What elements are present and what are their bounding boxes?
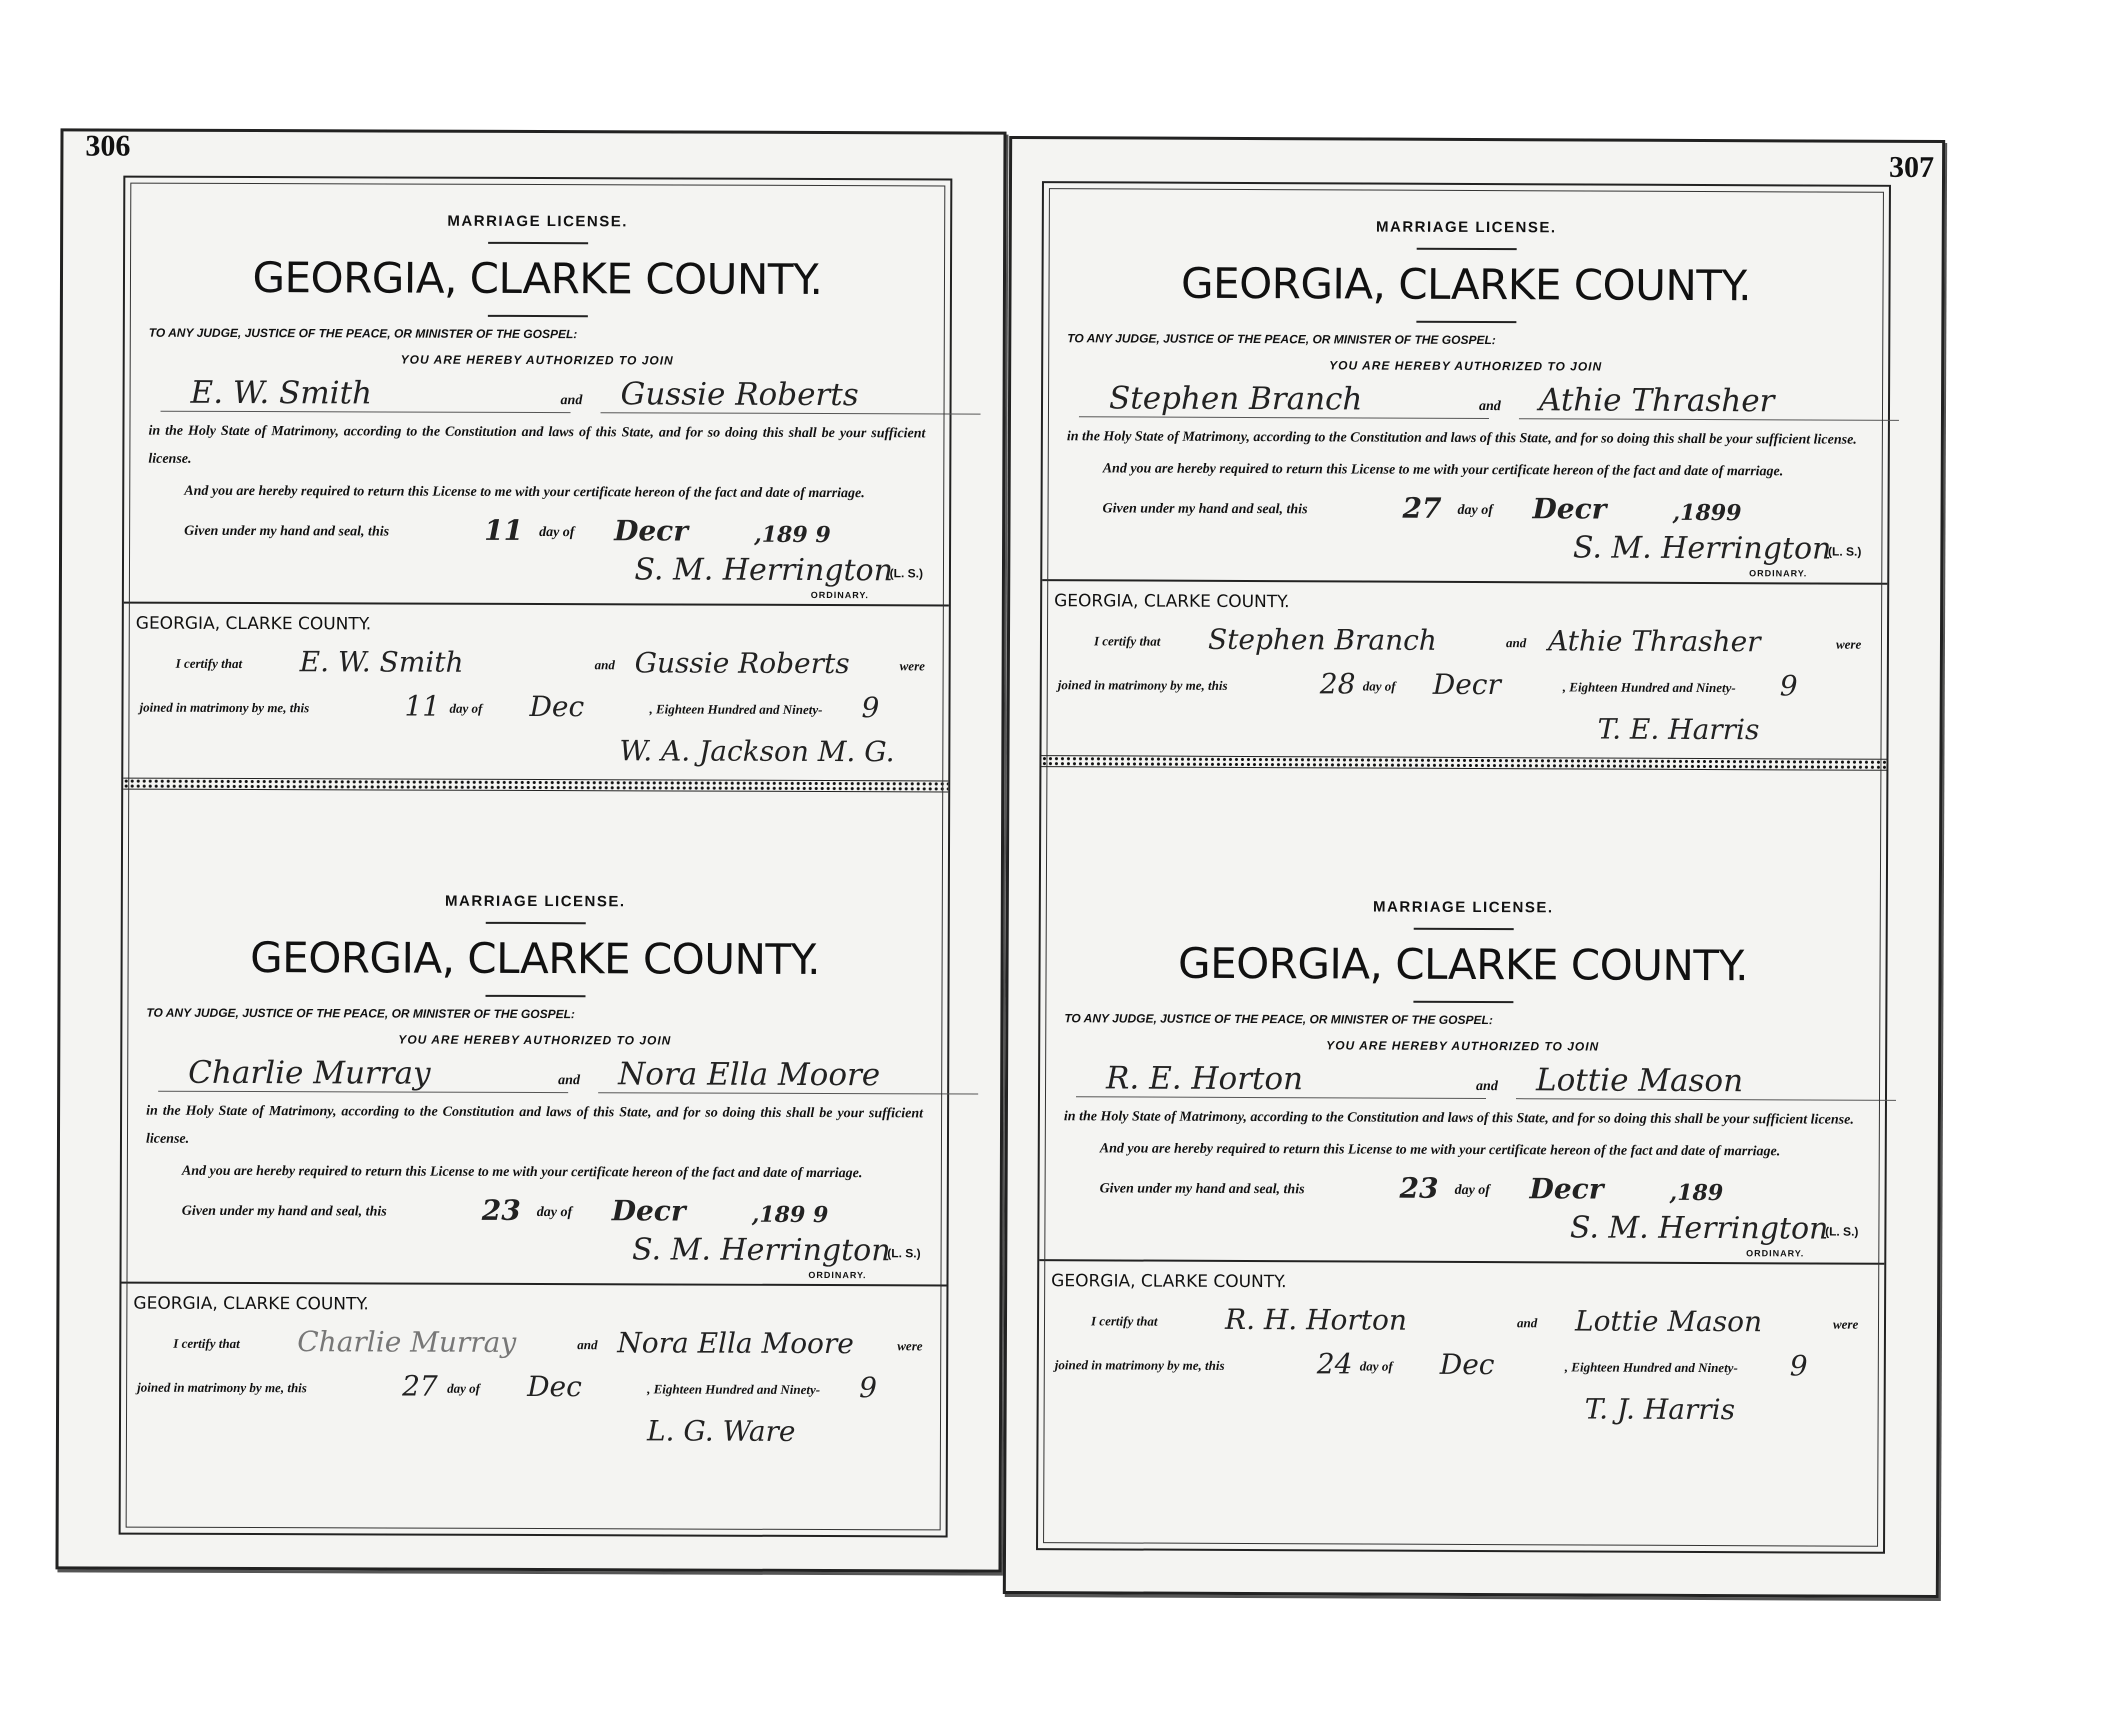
cert-county-heading: GEORGIA, CLARKE COUNTY.: [133, 1293, 369, 1315]
certify-row: [1055, 1295, 1868, 1339]
license-header: MARRIAGE LICENSE.: [445, 892, 626, 911]
dotted-divider: [123, 778, 948, 793]
license-horton-mason: [1051, 883, 1870, 1527]
cert-year: 9: [859, 1371, 878, 1405]
officiant-row: [1055, 1383, 1868, 1427]
ordinary-signature: S. M. Herrington: [1569, 1210, 1829, 1247]
ordinary-label: ORDINARY.: [810, 589, 869, 601]
given-month: Decr: [1529, 1172, 1604, 1206]
cert-month: Decr: [1432, 667, 1501, 702]
officiant-row: [139, 726, 932, 769]
divider: [1413, 1001, 1513, 1003]
certify-label: I certify that: [1093, 633, 1161, 649]
ordinary-signature: S. M. Herrington: [634, 552, 894, 589]
were-label: were: [1835, 636, 1862, 652]
ls-mark: (L. S.): [1828, 544, 1862, 559]
given-year: ,1899: [1672, 499, 1742, 527]
given-label: Given under my hand and seal, this: [1099, 1181, 1305, 1198]
license-smith-roberts: [135, 198, 934, 841]
ordinary-label: ORDINARY.: [808, 1269, 867, 1281]
ordinary-signature: S. M. Herrington: [632, 1232, 891, 1269]
bride-name: Gussie Roberts: [601, 376, 981, 414]
cert-year: 9: [861, 691, 880, 725]
given-line: [1100, 1163, 1869, 1206]
given-day: 23: [1399, 1171, 1439, 1205]
cert-bride: Lottie Mason: [1574, 1304, 1763, 1339]
cert-day: 27: [402, 1369, 438, 1403]
page-number: 306: [85, 129, 131, 163]
officiant-row: [137, 1406, 930, 1449]
dotted-divider: [1041, 755, 1886, 771]
cert-groom: Stephen Branch: [1207, 622, 1437, 657]
divider: [1413, 928, 1513, 930]
ls-mark: (L. S.): [889, 566, 923, 581]
holy-state-text: in the Holy State of Matrimony, according to the Constitution and laws of this State, and for so doing this shall be your sufficient license.: [1063, 1109, 1854, 1128]
county-heading: GEORGIA, CLARKE COUNTY.: [252, 253, 823, 305]
cert-county-heading: GEORGIA, CLARKE COUNTY.: [1054, 591, 1290, 613]
bride-name: Athie Thrasher: [1519, 382, 1899, 421]
cert-groom: R. H. Horton: [1224, 1302, 1408, 1337]
and-label: and: [594, 657, 615, 673]
cert-county-heading: GEORGIA, CLARKE COUNTY.: [135, 613, 372, 635]
joined-row: [139, 682, 932, 725]
divider: [1039, 1259, 1884, 1265]
left-page: [55, 128, 1006, 1572]
eighteen-label: , Eighteen Hundred and Ninety-: [1562, 679, 1736, 696]
cert-county-heading: GEORGIA, CLARKE COUNTY.: [1051, 1271, 1287, 1293]
ordinary-signature-block: [1058, 523, 1871, 579]
holy-state-text: in the Holy State of Matrimony, according to the Constitution and laws of this State, and for so doing this shall be your sufficient license.: [148, 423, 926, 467]
day-of-label: day of: [1454, 1182, 1491, 1199]
divider: [485, 922, 585, 924]
and-label: and: [1476, 1079, 1498, 1095]
salutation: TO ANY JUDGE, JUSTICE OF THE PEACE, OR MINISTER OF THE GOSPEL:: [148, 325, 578, 342]
names-row: [1056, 1061, 1869, 1103]
officiant-signature: T. J. Harris: [1584, 1392, 1736, 1427]
return-text: And you are hereby required to return this License to me with your certificate hereon of the fact and date of marriage.: [184, 483, 865, 502]
day-of-label: day of: [539, 525, 575, 541]
groom-name: Stephen Branch: [1079, 380, 1489, 419]
divider: [1416, 248, 1516, 250]
groom-name: Charlie Murray: [158, 1055, 568, 1093]
cert-bride: Athie Thrasher: [1547, 624, 1761, 659]
authorized-line: YOU ARE HEREBY AUTHORIZED TO JOIN: [1326, 1038, 1600, 1054]
ordinary-label: ORDINARY.: [1749, 568, 1808, 579]
cert-month: Dec: [527, 1369, 582, 1404]
were-label: were: [1832, 1316, 1859, 1332]
license-branch-thrasher: [1054, 203, 1873, 847]
day-of-label: day of: [1362, 678, 1396, 694]
bride-name: Lottie Mason: [1516, 1062, 1896, 1101]
given-label: Given under my hand and seal, this: [1102, 501, 1308, 518]
return-text: And you are hereby required to return this License to me with your certificate hereon of the fact and date of marriage.: [1099, 1141, 1781, 1160]
and-label: and: [1478, 399, 1501, 415]
joined-row: [137, 1362, 930, 1405]
given-day: 11: [484, 513, 524, 547]
certify-label: I certify that: [1090, 1313, 1158, 1329]
ls-mark: (L. S.): [1825, 1224, 1859, 1239]
given-year: ,189 9: [754, 521, 831, 549]
divider: [1042, 579, 1887, 585]
officiant-row: [1058, 703, 1871, 747]
given-month: Decr: [611, 1194, 686, 1228]
cert-groom: Charlie Murray: [297, 1325, 517, 1359]
and-label: and: [1516, 1315, 1538, 1331]
ordinary-label: ORDINARY.: [1746, 1248, 1805, 1259]
day-of-label: day of: [1457, 502, 1493, 519]
given-label: Given under my hand and seal, this: [184, 523, 390, 540]
eighteen-label: , Eighteen Hundred and Ninety-: [647, 1381, 821, 1398]
divider: [1416, 321, 1516, 323]
certify-label: I certify that: [175, 655, 243, 671]
given-day: 23: [481, 1193, 521, 1227]
cert-day: 28: [1319, 667, 1356, 701]
license-header: MARRIAGE LICENSE.: [447, 212, 628, 231]
authorized-line: YOU ARE HEREBY AUTHORIZED TO JOIN: [398, 1032, 672, 1048]
bride-name: Nora Ella Moore: [598, 1056, 978, 1094]
officiant-signature: T. E. Harris: [1597, 712, 1760, 747]
county-heading: GEORGIA, CLARKE COUNTY.: [1180, 258, 1752, 311]
joined-label: joined in matrimony by me, this: [139, 699, 310, 716]
cert-month: Dec: [1439, 1347, 1495, 1382]
salutation: TO ANY JUDGE, JUSTICE OF THE PEACE, OR MINISTER OF THE GOSPEL:: [146, 1005, 575, 1022]
ordinary-signature: S. M. Herrington: [1572, 530, 1832, 567]
divider: [487, 315, 587, 317]
salutation: TO ANY JUDGE, JUSTICE OF THE PEACE, OR MINISTER OF THE GOSPEL:: [1064, 1011, 1493, 1028]
were-label: were: [897, 1338, 923, 1354]
and-label: and: [577, 1337, 598, 1353]
day-of-label: day of: [536, 1205, 573, 1221]
names-row: [141, 376, 934, 417]
holy-state-text: in the Holy State of Matrimony, according to the Constitution and laws of this State, and for so doing this shall be your sufficient license.: [1066, 429, 1857, 448]
return-text: And you are hereby required to return this License to me with your certificate hereon of the fact and date of marriage.: [181, 1163, 863, 1182]
names-row: [1059, 381, 1872, 423]
day-of-label: day of: [1359, 1358, 1393, 1374]
cert-day: 24: [1316, 1347, 1353, 1381]
day-of-label: day of: [447, 1380, 481, 1396]
cert-month: Dec: [529, 689, 585, 724]
ordinary-signature-block: [1055, 1203, 1868, 1259]
ls-mark: (L. S.): [887, 1246, 921, 1261]
right-page: [1003, 136, 1945, 1598]
day-of-label: day of: [449, 700, 483, 716]
page-number: 307: [1888, 150, 1935, 185]
given-label: Given under my hand and seal, this: [181, 1203, 387, 1220]
joined-label: joined in matrimony by me, this: [1054, 1357, 1225, 1373]
authorized-line: YOU ARE HEREBY AUTHORIZED TO JOIN: [1329, 358, 1603, 374]
license-header: MARRIAGE LICENSE.: [1375, 218, 1557, 237]
divider: [488, 242, 588, 244]
certify-row: [137, 1318, 930, 1361]
joined-label: joined in matrimony by me, this: [137, 1379, 307, 1396]
county-heading: GEORGIA, CLARKE COUNTY.: [250, 933, 821, 985]
and-label: and: [558, 1073, 581, 1089]
eighteen-label: , Eighteen Hundred and Ninety-: [1564, 1359, 1738, 1376]
given-month: Decr: [614, 514, 689, 548]
officiant-signature: W. A. Jackson M. G.: [619, 734, 895, 769]
cert-day: 11: [404, 689, 441, 723]
eighteen-label: , Eighteen Hundred and Ninety-: [649, 701, 823, 718]
cert-bride: Gussie Roberts: [634, 646, 850, 681]
ordinary-signature-block: [138, 1226, 931, 1281]
joined-row: [1055, 1339, 1868, 1383]
holy-state-text: in the Holy State of Matrimony, according to the Constitution and laws of this State, and for so doing this shall be your sufficient license.: [145, 1103, 924, 1147]
joined-label: joined in matrimony by me, this: [1057, 677, 1228, 693]
license-header: MARRIAGE LICENSE.: [1373, 898, 1554, 917]
divider: [124, 602, 949, 607]
divider: [121, 1282, 946, 1287]
license-frame: [119, 176, 953, 1538]
authorized-line: YOU ARE HEREBY AUTHORIZED TO JOIN: [400, 352, 674, 368]
and-label: and: [560, 393, 583, 409]
joined-row: [1058, 659, 1871, 703]
return-text: And you are hereby required to return this License to me with your certificate hereon of the fact and date of marriage.: [1102, 461, 1784, 480]
certify-row: [1058, 615, 1871, 659]
ordinary-signature-block: [140, 546, 933, 601]
given-line: [1102, 483, 1871, 526]
were-label: were: [899, 658, 925, 674]
cert-bride: Nora Ella Moore: [617, 1326, 854, 1361]
given-year: ,189: [1669, 1179, 1724, 1207]
certify-row: [140, 638, 933, 681]
given-day: 27: [1402, 491, 1442, 525]
certify-label: I certify that: [173, 1335, 240, 1351]
license-murray-moore: [133, 878, 932, 1521]
officiant-signature: L. G. Ware: [646, 1414, 796, 1448]
cert-year: 9: [1779, 669, 1798, 703]
given-line: [184, 506, 933, 549]
groom-name: R. E. Horton: [1076, 1060, 1486, 1099]
groom-name: E. W. Smith: [161, 375, 571, 413]
license-frame: [1036, 181, 1891, 1554]
cert-year: 9: [1789, 1349, 1808, 1383]
divider: [485, 995, 585, 997]
names-row: [138, 1056, 931, 1097]
given-month: Decr: [1532, 492, 1607, 526]
cert-groom: E. W. Smith: [299, 645, 464, 679]
and-label: and: [1505, 635, 1527, 651]
county-heading: GEORGIA, CLARKE COUNTY.: [1178, 938, 1749, 991]
salutation: TO ANY JUDGE, JUSTICE OF THE PEACE, OR MINISTER OF THE GOSPEL:: [1067, 331, 1496, 348]
given-year: ,189 9: [751, 1201, 829, 1229]
given-line: [182, 1186, 931, 1229]
